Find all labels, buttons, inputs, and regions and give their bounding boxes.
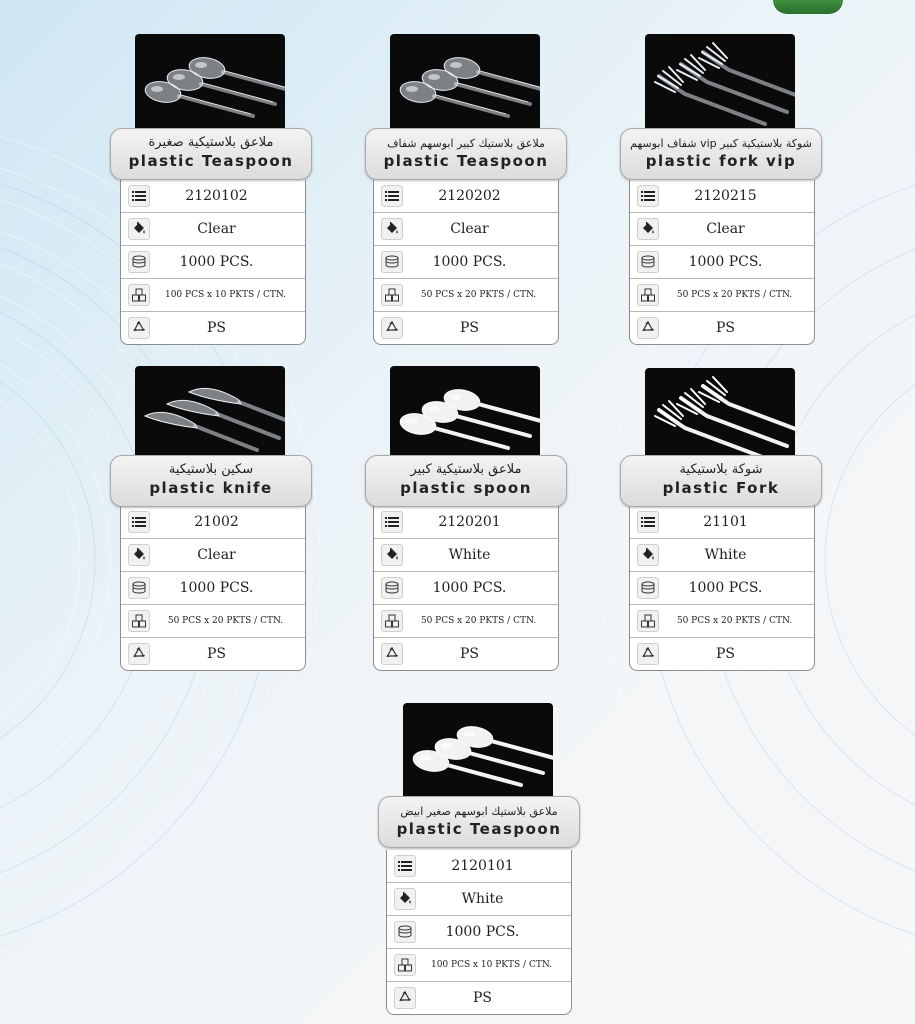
recycle-icon [381, 643, 403, 665]
spec-row-code [630, 506, 814, 538]
spec-row-color [630, 212, 814, 245]
spec-value-color: Clear [706, 221, 745, 237]
spec-row-code [374, 506, 558, 538]
spec-value-code: 2120202 [438, 188, 501, 204]
product-title-box [378, 796, 580, 848]
spec-value-packing: 50 PCS x 20 PKTS / CTN. [167, 616, 284, 626]
product-name-arabic: شوكة بلاستيكية كبير vip شفاف ابوسهم [630, 137, 812, 150]
spec-value-quantity: 1000 PCS. [432, 254, 507, 270]
spec-value-code: 2120102 [185, 188, 248, 204]
product-name-english: plastic knife [149, 479, 273, 497]
spec-row-material [121, 637, 305, 670]
product-name-arabic: ملاعق بلاستيك كبير ابوسهم شفاف [387, 137, 545, 150]
spec-value-code: 21002 [194, 514, 239, 530]
spec-value-code: 2120201 [438, 514, 501, 530]
spec-row-material [121, 311, 305, 344]
boxes-icon [394, 954, 416, 976]
paint-bucket-icon [381, 544, 403, 566]
boxes-icon [128, 284, 150, 306]
spec-value-packing: 50 PCS x 20 PKTS / CTN. [420, 290, 537, 300]
spec-row-color [630, 538, 814, 571]
product-name-english: plastic Teaspoon [396, 820, 562, 838]
product-title-box [620, 128, 822, 180]
spec-row-material [374, 637, 558, 670]
product-name-arabic: ملاعق بلاستيكية كبير [410, 462, 522, 477]
paint-bucket-icon [128, 544, 150, 566]
list-icon [128, 185, 150, 207]
spec-table [120, 180, 306, 345]
spec-row-packing [374, 278, 558, 311]
paint-bucket-icon [637, 218, 659, 240]
list-icon [381, 185, 403, 207]
paint-bucket-icon [394, 888, 416, 910]
product-photo [390, 34, 540, 134]
product-name-english: plastic Teaspoon [383, 152, 549, 170]
spec-value-color: White [704, 547, 747, 563]
spec-table [386, 850, 572, 1015]
spec-row-quantity [121, 571, 305, 604]
stack-icon [381, 251, 403, 273]
spec-value-code: 2120215 [694, 188, 757, 204]
spec-value-packing: 50 PCS x 20 PKTS / CTN. [676, 290, 793, 300]
spec-value-material: PS [459, 646, 479, 662]
stack-icon [381, 577, 403, 599]
spec-value-code: 2120101 [451, 858, 514, 874]
spec-row-color [121, 538, 305, 571]
spec-value-color: White [461, 891, 504, 907]
spec-row-quantity [387, 915, 571, 948]
product-title-box [365, 455, 567, 507]
recycle-icon [394, 987, 416, 1009]
spec-value-color: Clear [197, 221, 236, 237]
boxes-icon [637, 610, 659, 632]
product-name-arabic: ملاعق بلاستيكية صغيرة [148, 135, 274, 150]
spec-row-material [374, 311, 558, 344]
product-title-box [110, 128, 312, 180]
stack-icon [394, 921, 416, 943]
spec-row-material [387, 981, 571, 1014]
spec-table [629, 506, 815, 671]
product-name-arabic: شوكة بلاستيكية [679, 462, 763, 477]
list-icon [128, 511, 150, 533]
recycle-icon [128, 643, 150, 665]
spec-value-quantity: 1000 PCS. [179, 254, 254, 270]
spec-value-material: PS [715, 646, 735, 662]
spec-row-color [374, 538, 558, 571]
spec-row-material [630, 637, 814, 670]
spec-row-quantity [121, 245, 305, 278]
spec-table [120, 506, 306, 671]
paint-bucket-icon [128, 218, 150, 240]
product-photo [645, 368, 795, 468]
spec-row-packing [630, 604, 814, 637]
spec-value-quantity: 1000 PCS. [179, 580, 254, 596]
boxes-icon [381, 284, 403, 306]
paint-bucket-icon [381, 218, 403, 240]
spec-value-material: PS [715, 320, 735, 336]
list-icon [637, 511, 659, 533]
list-icon [394, 855, 416, 877]
spec-row-code [374, 180, 558, 212]
product-name-arabic: ملاعق بلاستيك ابوسهم صغير ابيض [400, 805, 558, 818]
spec-row-color [121, 212, 305, 245]
spec-row-packing [121, 278, 305, 311]
spec-value-color: Clear [450, 221, 489, 237]
product-name-english: plastic fork vip [645, 152, 797, 170]
spec-value-packing: 100 PCS x 10 PKTS / CTN. [164, 290, 286, 300]
stack-icon [637, 577, 659, 599]
spec-value-quantity: 1000 PCS. [445, 924, 520, 940]
spec-value-material: PS [206, 320, 226, 336]
spec-row-code [121, 506, 305, 538]
spec-row-packing [630, 278, 814, 311]
product-name-english: plastic Fork [662, 479, 780, 497]
spec-value-material: PS [459, 320, 479, 336]
spec-row-quantity [374, 571, 558, 604]
spec-value-material: PS [206, 646, 226, 662]
spec-row-color [387, 882, 571, 915]
spec-row-material [630, 311, 814, 344]
product-photo [135, 34, 285, 134]
spec-table [373, 180, 559, 345]
spec-row-code [630, 180, 814, 212]
recycle-icon [381, 317, 403, 339]
product-name-arabic: سكين بلاستيكية [168, 462, 254, 477]
corner-tab [773, 0, 843, 14]
product-title-box [110, 455, 312, 507]
spec-value-material: PS [472, 990, 492, 1006]
spec-value-packing: 50 PCS x 20 PKTS / CTN. [676, 616, 793, 626]
stack-icon [128, 577, 150, 599]
spec-value-quantity: 1000 PCS. [688, 580, 763, 596]
product-title-box [620, 455, 822, 507]
spec-row-packing [387, 948, 571, 981]
spec-row-packing [374, 604, 558, 637]
product-name-english: plastic spoon [400, 479, 532, 497]
spec-row-packing [121, 604, 305, 637]
recycle-icon [637, 317, 659, 339]
spec-value-quantity: 1000 PCS. [688, 254, 763, 270]
boxes-icon [128, 610, 150, 632]
product-name-english: plastic Teaspoon [128, 152, 294, 170]
spec-value-color: White [448, 547, 491, 563]
recycle-icon [128, 317, 150, 339]
spec-row-quantity [630, 245, 814, 278]
product-photo [390, 366, 540, 466]
product-photo [135, 366, 285, 466]
boxes-icon [637, 284, 659, 306]
stack-icon [128, 251, 150, 273]
spec-row-code [121, 180, 305, 212]
spec-table [373, 506, 559, 671]
spec-value-code: 21101 [703, 514, 748, 530]
spec-row-code [387, 850, 571, 882]
list-icon [637, 185, 659, 207]
recycle-icon [637, 643, 659, 665]
product-title-box [365, 128, 567, 180]
spec-value-packing: 50 PCS x 20 PKTS / CTN. [420, 616, 537, 626]
spec-value-packing: 100 PCS x 10 PKTS / CTN. [430, 960, 552, 970]
spec-row-color [374, 212, 558, 245]
list-icon [381, 511, 403, 533]
spec-value-quantity: 1000 PCS. [432, 580, 507, 596]
spec-value-color: Clear [197, 547, 236, 563]
boxes-icon [381, 610, 403, 632]
product-photo [645, 34, 795, 134]
paint-bucket-icon [637, 544, 659, 566]
product-photo [403, 703, 553, 803]
stack-icon [637, 251, 659, 273]
spec-table [629, 180, 815, 345]
spec-row-quantity [630, 571, 814, 604]
spec-row-quantity [374, 245, 558, 278]
